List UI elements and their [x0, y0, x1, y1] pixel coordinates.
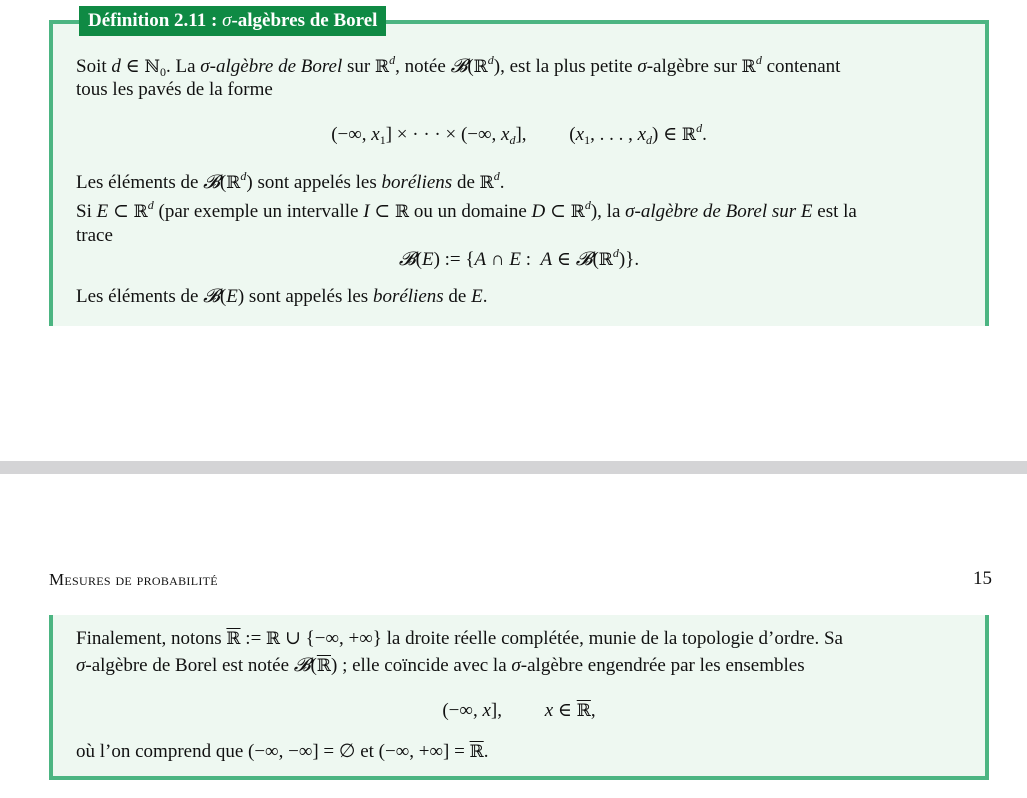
- definition-line-2: tous les pavés de la forme: [76, 79, 273, 100]
- continuation-line-2: σ-algèbre de Borel est notée 𝓑(ℝ) ; elle coïncide avec la σ-algèbre engendrée par les ensembles: [76, 654, 805, 676]
- definition-line-1: Soit d ∈ ℕ$_0$. La σ-algèbre de Borel sur ℝ$^d$, notée 𝓑(ℝ$^d$), est la plus petite σ-algèbre sur ℝ$^d$ contenant: [76, 53, 841, 79]
- continuation-line-1: Finalement, notons ℝ := ℝ ∪ {−∞, +∞} la droite réelle complétée, munie de la topologie d’ordre. Sa: [76, 628, 843, 649]
- definition-line-3: Les éléments de 𝓑(ℝ$^d$) sont appelés les boréliens de ℝ$^d$.: [76, 169, 505, 193]
- definition-title-prefix: Définition 2.11 :: [88, 10, 223, 31]
- definition-box-continuation: [49, 615, 989, 780]
- page-number: 15: [973, 568, 992, 589]
- definition-title-sigma: σ: [222, 10, 232, 31]
- definition-formula-1: (−∞, $x_1$] × · · · × (−∞, $x_d$], ($x_1$, . . . , $x_d$) ∈ ℝ$^d$.: [331, 121, 707, 147]
- continuation-line-3: où l’on comprend que (−∞, −∞] = ∅ et (−∞, +∞] = ℝ.: [76, 741, 489, 762]
- running-header-title: Mesures de probabilité: [49, 570, 218, 589]
- page-15-top: [0, 474, 1027, 798]
- definition-formula-2: 𝓑(E) := {A ∩ E : A ∈ 𝓑(ℝ$^d$)}.: [398, 246, 640, 270]
- continuation-formula: (−∞, x], x ∈ ℝ,: [442, 700, 596, 721]
- page-separator: [0, 461, 1027, 474]
- definition-line-5: trace: [76, 225, 113, 246]
- definition-title-rest: -algèbres de Borel: [231, 10, 378, 31]
- definition-box: [49, 10, 989, 326]
- definition-line-6: Les éléments de 𝓑(E) sont appelés les boréliens de E.: [76, 285, 488, 307]
- definition-title: [79, 6, 386, 36]
- definition-line-4: Si E ⊂ ℝ$^d$ (par exemple un intervalle I ⊂ ℝ ou un domaine D ⊂ ℝ$^d$), la σ-algèbre de Borel sur E est la: [76, 198, 857, 222]
